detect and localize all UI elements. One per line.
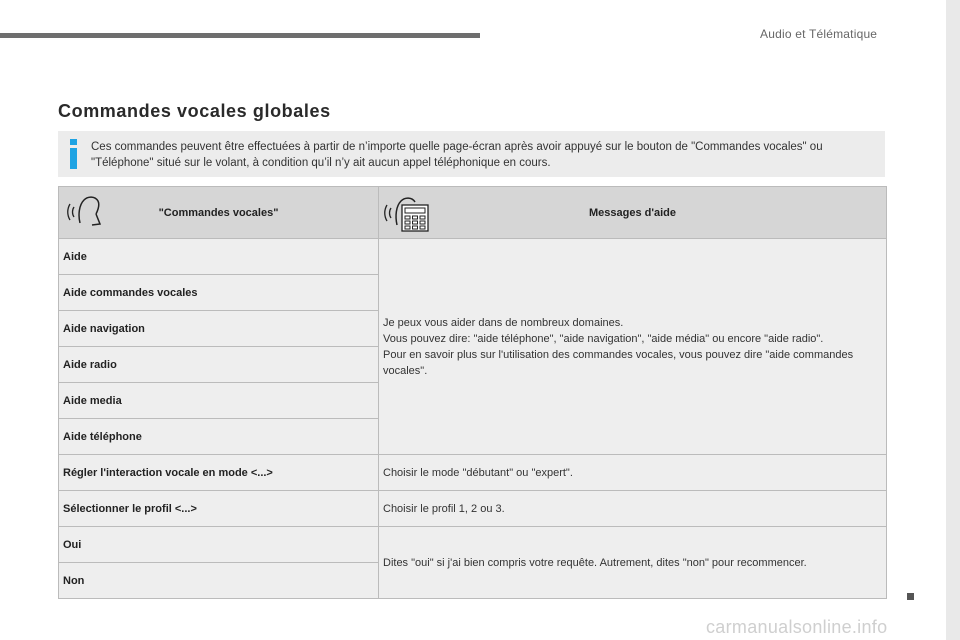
voice-commands-table [58,186,887,599]
help-message-text: Je peux vous aider dans de nombreux domaines. Vous pouvez dire: "aide téléphone", "aide navigation", "aide média" ou encore "aide radio". Pour en savoir plus sur l'utilisation des commandes vocales, vous pouvez dire "aide commandes vocales". [383,316,854,377]
header-messages-label: Messages d'aide [589,206,676,219]
table-row [59,239,887,275]
command-cell: Oui [59,527,379,563]
table-row [59,455,887,491]
info-text: Ces commandes peuvent être effectuées à partir de n’importe quelle page-écran après avoir appuyé sur le bouton de "Commandes vocales" ou "Téléphone" situé sur le volant, à condition qu’il n’y ait aucun appel téléphonique en cours. [91,141,823,169]
command-cell: Aide [59,239,379,275]
table-row [59,491,887,527]
info-icon [69,139,78,169]
command-cell: Régler l'interaction vocale en mode <...> [59,455,379,491]
top-divider-bar [0,33,480,38]
section-label: Audio et Télématique [760,27,878,41]
side-strip [946,0,960,640]
header-commands-label: "Commandes vocales" [158,206,279,219]
phone-keypad-icon [384,193,430,233]
table-row [59,527,887,563]
command-cell: Aide commandes vocales [59,275,379,311]
footer-watermark: carmanualsonline.info [706,617,888,637]
help-message-cell [379,239,887,455]
command-cell: Sélectionner le profil <...> [59,491,379,527]
command-cell: Non [59,563,379,599]
page-marker-icon [907,593,914,600]
page-title: Commandes vocales globales [58,101,331,121]
confirm-message-cell: Dites "oui" si j'ai bien compris votre requête. Autrement, dites "non" pour recommencer. [379,527,887,599]
info-box [58,131,885,177]
header-messages [379,187,887,239]
command-cell: Aide media [59,383,379,419]
command-cell: Aide navigation [59,311,379,347]
command-cell: Aide radio [59,347,379,383]
voice-command-icon [65,193,101,231]
command-cell: Aide téléphone [59,419,379,455]
table-header-row [59,187,887,239]
message-cell: Choisir le mode "débutant" ou "expert". [379,455,887,491]
header-commands [59,187,379,239]
message-cell: Choisir le profil 1, 2 ou 3. [379,491,887,527]
